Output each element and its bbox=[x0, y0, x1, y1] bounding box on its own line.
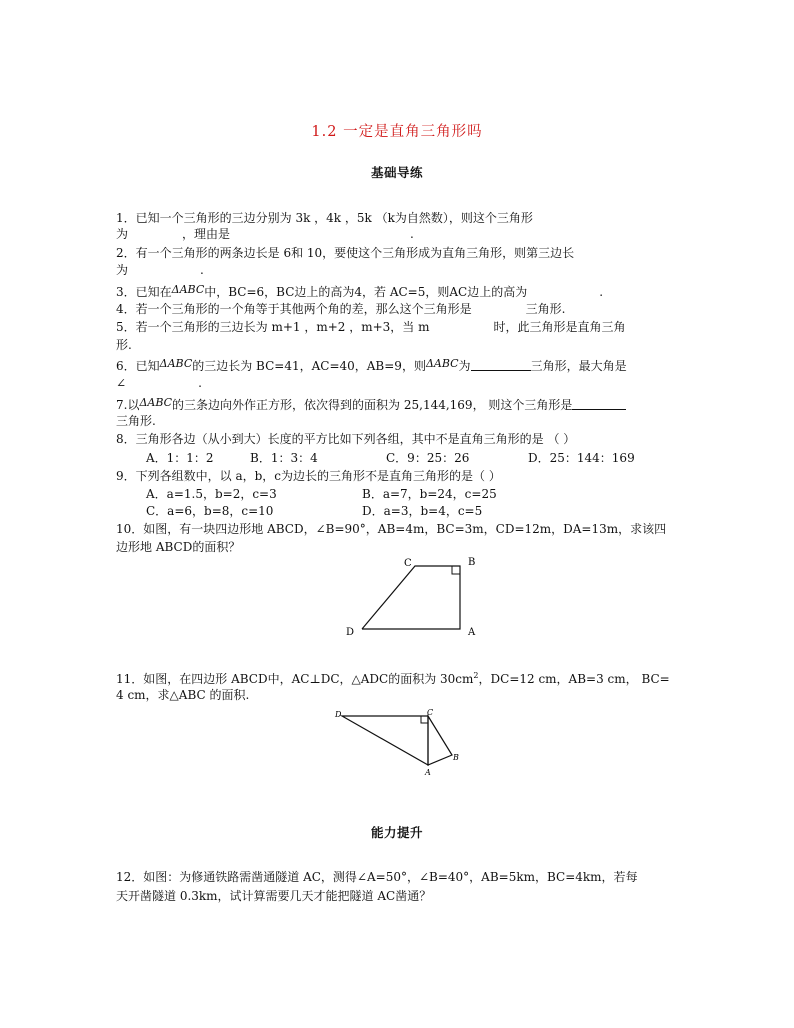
q8-option-a: A．1：1：2 bbox=[146, 451, 214, 465]
q4-text-a2: 三角形. bbox=[525, 302, 566, 316]
q11-text-a1: 11．如图，在四边形 ABCD中，AC⊥DC，△ADC的面积为 30cm bbox=[116, 672, 474, 686]
section-heading-advanced: 能力提升 bbox=[370, 825, 423, 840]
q3-text-a3: . bbox=[599, 285, 604, 299]
right-angle-mark bbox=[421, 716, 428, 723]
q9-option-c: C．a=6，b=8，c=10 bbox=[146, 504, 274, 518]
q11-quadrilateral-figure bbox=[330, 702, 470, 782]
q5-line1 bbox=[116, 320, 626, 334]
q5-text-a2: 时，此三角形是直角三角 bbox=[493, 320, 626, 334]
q1-text-b2: ，理由是 bbox=[182, 227, 231, 241]
q9-stem: 9．下列各组数中，以 a，b，c为边长的三角形不是直角三角形的是（ ） bbox=[116, 469, 501, 483]
label-b: B bbox=[453, 753, 459, 762]
q2-line1: 2．有一个三角形的两条边长是 6和 10，要使这个三角形成为直角三角形，则第三边长 bbox=[116, 246, 575, 260]
q5-text-a1: 5．若一个三角形的三边长为 m+1 ，m+2 ，m+3，当 m bbox=[116, 320, 430, 334]
section-heading-basic: 基础导练 bbox=[370, 165, 423, 180]
q7-text-a2: 的三条边向外作正方形，依次得到的面积为 25,144,169， 则这个三角形是 bbox=[172, 398, 573, 412]
q7-line2: 三角形. bbox=[116, 414, 156, 428]
q7-text-a1: 7.以 bbox=[116, 398, 140, 412]
q6-text-b2: . bbox=[198, 376, 202, 390]
q4-line bbox=[116, 302, 565, 316]
label-c: C bbox=[404, 558, 412, 569]
q9-option-a: A．a=1.5，b=2，c=3 bbox=[146, 487, 277, 501]
q5-line2: 形. bbox=[116, 338, 132, 352]
q8-option-d: D．25：144：169 bbox=[528, 451, 635, 465]
answer-blank bbox=[572, 398, 626, 410]
q10-line1: 10．如图，有一块四边形地 ABCD，∠B=90°，AB=4m，BC=3m，CD=12m，DA=13m，求该四 bbox=[116, 522, 667, 536]
q2-text-b1: 为 bbox=[116, 263, 129, 277]
label-c: C bbox=[427, 708, 434, 717]
label-d: D bbox=[346, 627, 355, 638]
right-angle-mark bbox=[452, 566, 460, 574]
triangle-abc bbox=[428, 716, 452, 765]
q1-line1: 1．已知一个三角形的三边分别为 3k ，4k ，5k （k为自然数），则这个三角形 bbox=[116, 211, 533, 225]
q1-line2 bbox=[116, 227, 414, 241]
q8-option-c: C．9：25：26 bbox=[386, 451, 470, 465]
q6-text-a1: 6．已知 bbox=[116, 359, 160, 373]
q3-text-a1: 3．已知在 bbox=[116, 285, 172, 299]
page-title: 1.2 一定是直角三角形吗 bbox=[311, 124, 483, 140]
q7-line1 bbox=[116, 396, 626, 412]
q11-line1 bbox=[116, 669, 670, 686]
q6-line2 bbox=[116, 376, 202, 390]
label-a: A bbox=[425, 768, 431, 777]
q11-line2: 4 cm，求△ABC 的面积. bbox=[116, 688, 250, 702]
q6-line1 bbox=[116, 357, 627, 373]
q11-superscript: 2 bbox=[473, 671, 479, 680]
q3-line bbox=[116, 283, 603, 299]
q6-text-a3: 为 bbox=[458, 359, 471, 373]
q11-text-a2: ，DC=12 cm，AB=3 cm， BC= bbox=[478, 672, 670, 686]
triangle-symbol: ΔABC bbox=[139, 396, 173, 409]
q12-line2: 天开凿隧道 0.3km，试计算需要几天才能把隧道 AC凿通？ bbox=[116, 889, 432, 903]
answer-blank bbox=[471, 359, 531, 371]
label-d: D bbox=[335, 710, 342, 719]
angle-symbol: ∠ bbox=[116, 376, 127, 390]
q6-text-a4: 三角形，最大角是 bbox=[530, 359, 627, 373]
label-a: A bbox=[468, 627, 476, 638]
q2-line2 bbox=[116, 263, 204, 277]
q3-text-a2: 中，BC=6，BC边上的高为4，若 AC=5，则AC边上的高为 bbox=[204, 285, 528, 299]
label-b: B bbox=[468, 557, 476, 568]
q4-text-a1: 4．若一个三角形的一个角等于其他两个角的差，那么这个三角形是 bbox=[116, 302, 472, 316]
q9-option-d: D．a=3，b=4，c=5 bbox=[362, 504, 483, 518]
q10-quadrilateral-figure bbox=[340, 552, 490, 642]
triangle-symbol: ΔABC bbox=[425, 357, 459, 370]
triangle-symbol: ΔABC bbox=[159, 357, 193, 370]
quadrilateral-outline bbox=[362, 566, 460, 629]
q12-line1: 12．如图：为修通铁路需凿通隧道 AC，测得∠A=50°，∠B=40°，AB=5km，BC=4km，若每 bbox=[116, 870, 638, 884]
q1-text-b3: . bbox=[410, 227, 414, 241]
q6-text-a2: 的三边长为 BC=41，AC=40，AB=9，则 bbox=[192, 359, 426, 373]
q10-line2: 边形地 ABCD的面积？ bbox=[116, 540, 241, 554]
triangle-adc bbox=[342, 716, 428, 765]
q8-stem: 8．三角形各边（从小到大）长度的平方比如下列各组，其中不是直角三角形的是 （ ） bbox=[116, 432, 576, 446]
q9-option-b: B．a=7，b=24，c=25 bbox=[362, 487, 497, 501]
q2-text-b2: . bbox=[200, 263, 204, 277]
q8-option-b: B．1：3：4 bbox=[250, 451, 318, 465]
triangle-symbol: ΔABC bbox=[171, 283, 205, 296]
q1-text-b1: 为 bbox=[116, 227, 129, 241]
